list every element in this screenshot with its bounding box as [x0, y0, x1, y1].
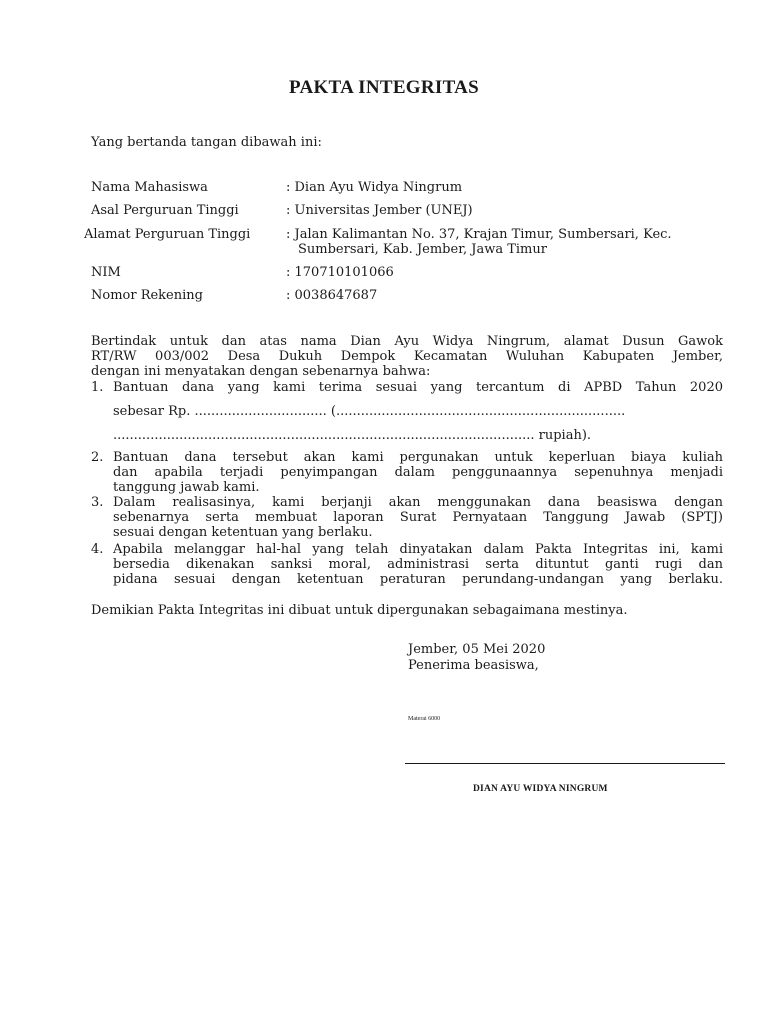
point-3-line-2: sebenarnya serta membuat laporan Surat Pernyataan Tanggung Jawab (SPTJ) — [113, 510, 723, 525]
field-value-nim: : 170710101066 — [286, 265, 394, 280]
point-1-line-1: Bantuan dana yang kami terima sesuai yang tercantum di APBD Tahun 2020 — [113, 380, 723, 395]
point-4-line-3: pidana sesuai dengan ketentuan peraturan perundang-undangan yang berlaku. — [113, 572, 723, 587]
point-2-line-1: Bantuan dana tersebut akan kami pergunakan untuk keperluan biaya kuliah — [113, 450, 723, 465]
field-value-address: : Jalan Kalimantan No. 37, Krajan Timur, Sumbersari, Kec. — [286, 227, 672, 242]
field-label-name: Nama Mahasiswa — [91, 180, 208, 195]
point-2-line-3: tanggung jawab kami. — [113, 480, 260, 495]
closing-text: Demikian Pakta Integritas ini dibuat untuk dipergunakan sebagaimana mestinya. — [91, 603, 628, 618]
point-4-line-1: Apabila melanggar hal-hal yang telah dinyatakan dalam Pakta Integritas ini, kami — [113, 542, 723, 557]
field-label-address: Alamat Perguruan Tinggi — [84, 227, 251, 242]
field-label-university: Asal Perguruan Tinggi — [91, 203, 239, 218]
intro-text: Yang bertanda tangan dibawah ini: — [91, 135, 322, 150]
field-value-address-line2: Sumbersari, Kab. Jember, Jawa Timur — [298, 242, 547, 257]
point-2-line-2: dan apabila terjadi penyimpangan dalam penggunaannya sepenuhnya menjadi — [113, 465, 723, 480]
point-number-1: 1. — [91, 380, 104, 395]
recipient-label: Penerima beasiswa, — [408, 658, 539, 673]
point-number-3: 3. — [91, 495, 104, 510]
point-1-line-2: sebesar Rp. ................................ (...................................................................... — [113, 404, 626, 419]
point-4-line-2: bersedia dikenakan sanksi moral, administrasi serta dituntut ganti rugi dan — [113, 557, 723, 572]
document-title: PAKTA INTEGRITAS — [288, 77, 480, 98]
signer-name: DIAN AYU WIDYA NINGRUM — [473, 784, 608, 794]
field-label-account: Nomor Rekening — [91, 288, 203, 303]
signature-line — [405, 763, 725, 764]
field-value-account: : 0038647687 — [286, 288, 378, 303]
place-date: Jember, 05 Mei 2020 — [408, 642, 546, 657]
point-number-4: 4. — [91, 542, 104, 557]
statement-line-1: Bertindak untuk dan atas nama Dian Ayu Widya Ningrum, alamat Dusun Gawok — [91, 334, 723, 349]
statement-line-3: dengan ini menyatakan dengan sebenarnya bahwa: — [91, 364, 431, 379]
point-3-line-1: Dalam realisasinya, kami berjanji akan menggunakan dana beasiswa dengan — [113, 495, 723, 510]
point-3-line-3: sesuai dengan ketentuan yang berlaku. — [113, 525, 373, 540]
field-label-nim: NIM — [91, 265, 121, 280]
field-value-university: : Universitas Jember (UNEJ) — [286, 203, 473, 218]
statement-line-2: RT/RW 003/002 Desa Dukuh Dempok Kecamatan Wuluhan Kabupaten Jember, — [91, 349, 723, 364]
point-1-line-3: ...................................................................................................... rupiah). — [113, 428, 592, 443]
point-number-2: 2. — [91, 450, 104, 465]
field-value-name: : Dian Ayu Widya Ningrum — [286, 180, 463, 195]
stamp-label: Materai 6000 — [408, 716, 441, 722]
